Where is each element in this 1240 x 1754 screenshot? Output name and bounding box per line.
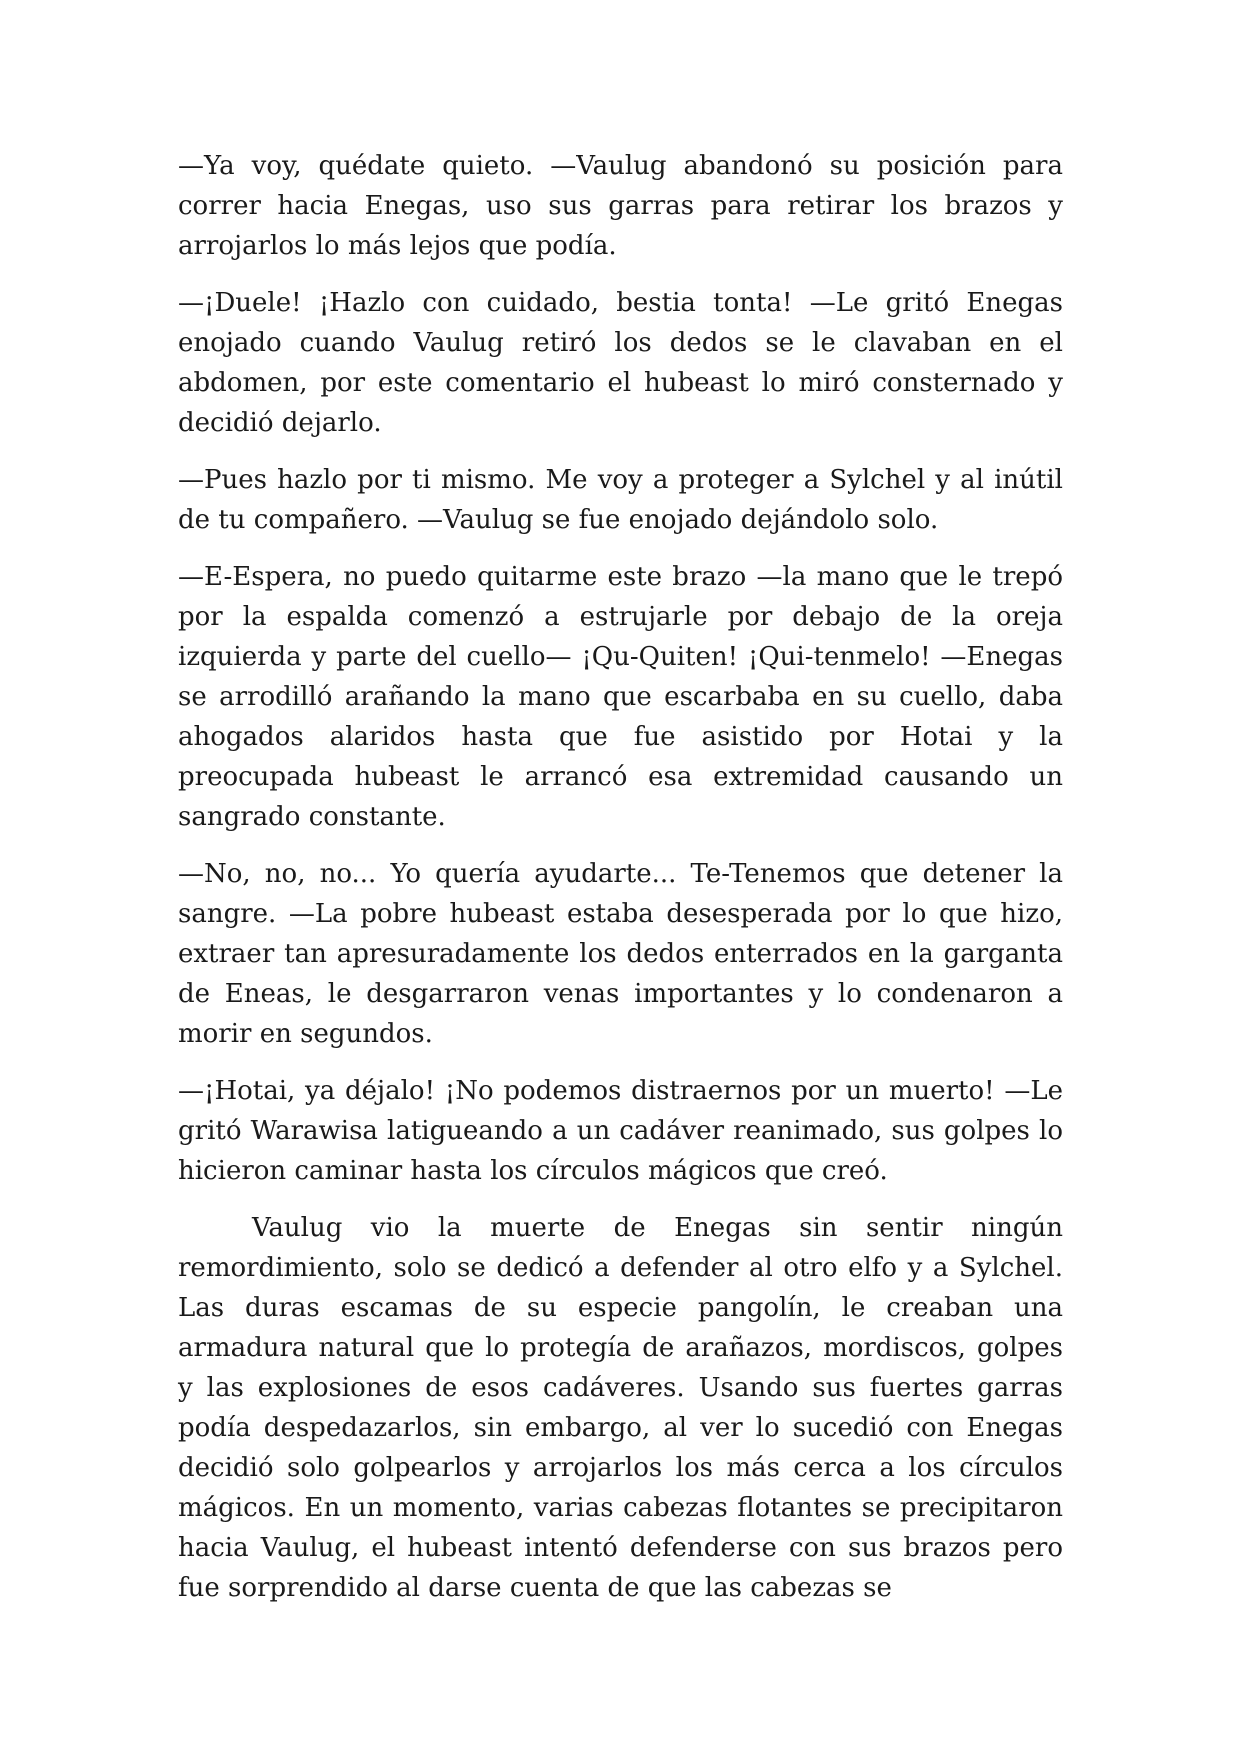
paragraph-1: —Ya voy, quédate quieto. —Vaulug abandonó su posición para correr hacia Enegas, uso sus garras para retirar los brazos y arrojarlos lo más lejos que podía. [178,151,1063,261]
paragraph-4: —E-Espera, no puedo quitarme este brazo —la mano que le trepó por la espalda comenzó a estrujarle por debajo de la oreja izquierda y parte del cuello— ¡Qu-Quiten! ¡Qui-tenmelo! —Enegas se arrodilló arañando la mano que escarbaba en su cuello, daba ahogados alaridos hasta que fue asistido por Hotai y la preocupada hubeast le arrancó esa extremidad causando un sangrado constante. [178,562,1063,832]
paragraph-7: Vaulug vio la muerte de Enegas sin sentir ningún remordimiento, solo se dedicó a defender al otro elfo y a Sylchel. Las duras escamas de su especie pangolín, le creaban una armadura natural que lo protegía de arañazos, mordiscos, golpes y las explosiones de esos cadáveres. Usando sus fuertes garras podía despedazarlos, sin embargo, al ver lo sucedió con Enegas decidió solo golpearlos y arrojarlos los más cerca a los círculos mágicos. En un momento, varias cabezas flotantes se precipitaron hacia Vaulug, el hubeast intentó defenderse con sus brazos pero fue sorprendido al darse cuenta de que las cabezas se [178,1213,1063,1603]
paragraph-2: —¡Duele! ¡Hazlo con cuidado, bestia tonta! —Le gritó Enegas enojado cuando Vaulug retiró los dedos se le clavaban en el abdomen, por este comentario el hubeast lo miró consternado y decidió dejarlo. [178,288,1063,438]
body-text [178,146,1063,1625]
paragraph-5: —No, no, no... Yo quería ayudarte... Te-Tenemos que detener la sangre. —La pobre hubeast estaba desesperada por lo que hizo, extraer tan apresuradamente los dedos enterrados en la garganta de Eneas, le desgarraron venas importantes y lo condenaron a morir en segundos. [178,859,1063,1049]
paragraph-6: —¡Hotai, ya déjalo! ¡No podemos distraernos por un muerto! —Le gritó Warawisa latigueando a un cadáver reanimado, sus golpes lo hicieron caminar hasta los círculos mágicos que creó. [178,1076,1063,1186]
paragraph-3: —Pues hazlo por ti mismo. Me voy a proteger a Sylchel y al inútil de tu compañero. —Vaulug se fue enojado dejándolo solo. [178,465,1063,535]
